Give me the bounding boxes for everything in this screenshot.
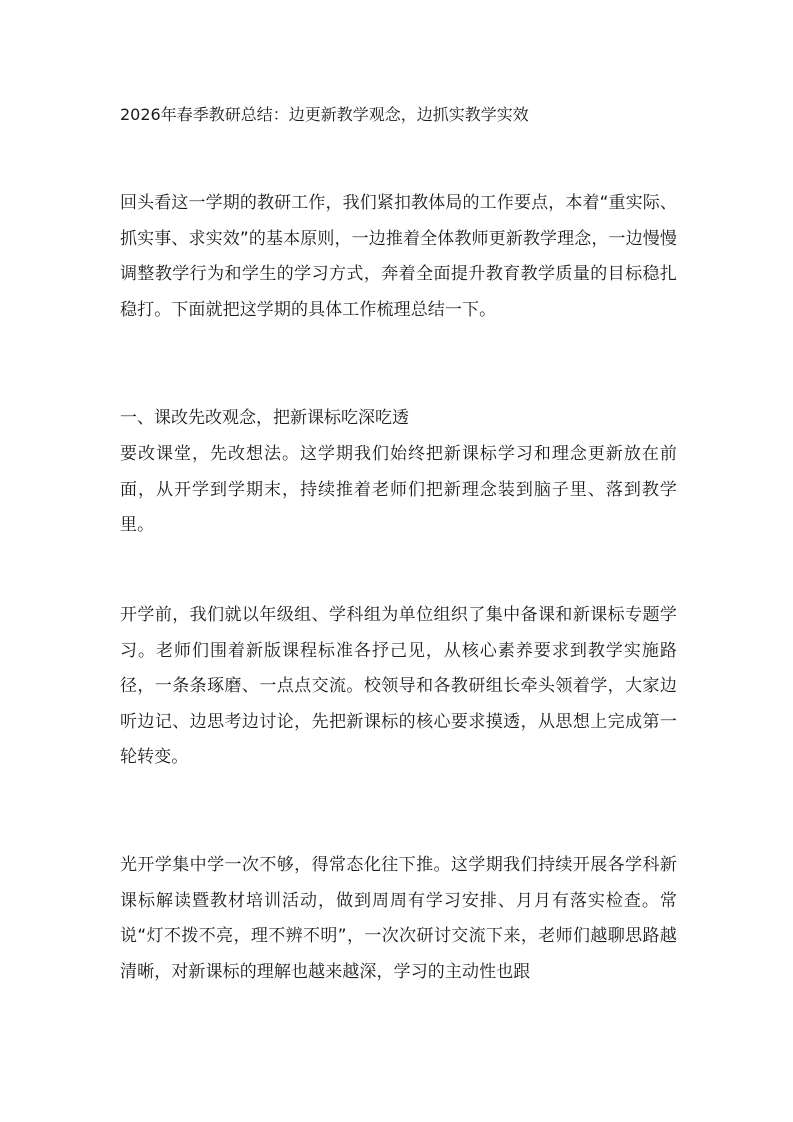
section-paragraph: 开学前，我们就以年级组、学科组为单位组织了集中备课和新课标专题学习。老师们围着新版课程标准各抒己见，从核心素养要求到教学实施路径，一条条琢磨、一点点交流。校领导和各教研组长牵头领着学，大家边听边记、边思考边讨论，先把新课标的核心要求摸透，从思想上完成第一轮转变。 — [120, 605, 677, 768]
section-paragraph: 光开学集中学一次不够，得常态化往下推。这学期我们持续开展各学科新课标解读暨教材培训活动，做到周周有学习安排、月月有落实检查。常说“灯不拨不亮，理不辨不明”，一次次研讨交流下来，老师们越聊思路越清晰，对新课标的理解也越来越深，学习的主动性也跟 — [120, 855, 677, 982]
document-title: 2026年春季教研总结：边更新教学观念，边抓实教学实效 — [120, 105, 529, 124]
intro-paragraph: 回头看这一学期的教研工作，我们紧扣教体局的工作要点，本着“重实际、抓实事、求实效”的基本原则，一边推着全体教师更新教学理念，一边慢慢调整教学行为和学生的学习方式，奔着全面提升教育教学质量的目标稳扎稳打。下面就把这学期的具体工作梳理总结一下。 — [120, 193, 677, 320]
section-heading: 一、课改先改观念，把新课标吃深吃透 — [120, 408, 409, 428]
section-paragraph: 要改课堂，先改想法。这学期我们始终把新课标学习和理念更新放在前面，从开学到学期末，持续推着老师们把新理念装到脑子里、落到教学里。 — [120, 444, 677, 536]
